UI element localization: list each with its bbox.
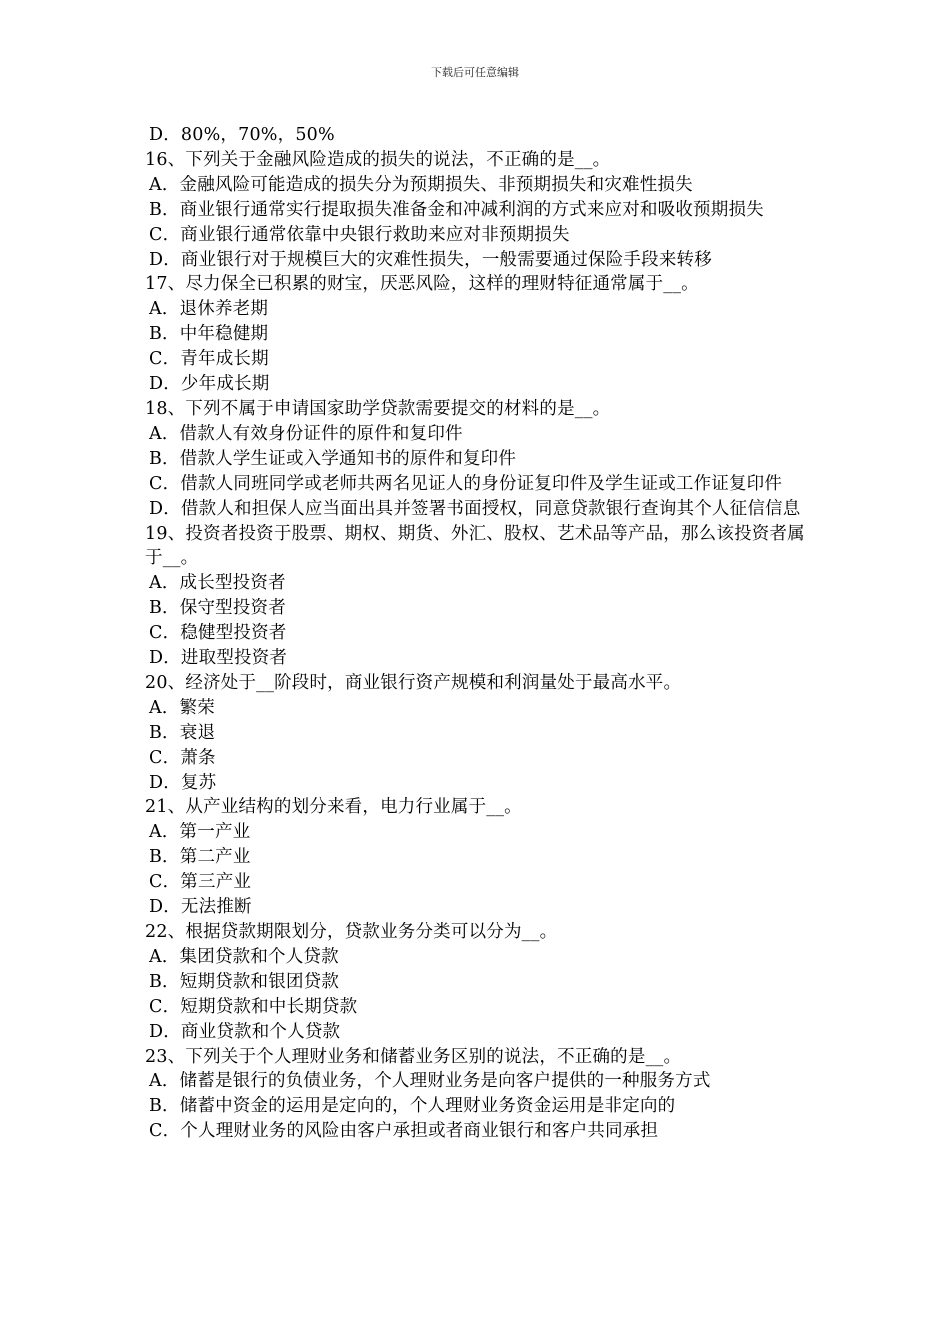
question-text: 19、投资者投资于股票、期权、期货、外汇、股权、艺术品等产品，那么该投资者属于__。: [145, 523, 805, 569]
option-text: B．衰退: [149, 722, 216, 743]
option-text: C．第三产业: [149, 872, 252, 893]
question-text: 22、根据贷款期限划分，贷款业务分类可以分为__。: [145, 922, 558, 942]
option-text: D．复苏: [149, 772, 217, 793]
question-text: 16、下列关于金融风险造成的损失的说法，不正确的是__。: [145, 149, 611, 170]
question-text: 17、尽力保全已积累的财宝，厌恶风险，这样的理财特征通常属于__。: [145, 274, 699, 295]
document-body: [145, 123, 810, 1144]
option-text: D．借款人和担保人应当面出具并签署书面授权，同意贷款银行查询其个人征信信息: [149, 498, 801, 519]
option-text: C．商业银行通常依靠中央银行救助来应对非预期损失: [149, 224, 570, 245]
option-text: A．第一产业: [149, 822, 251, 843]
option-text: D．无法推断: [149, 897, 252, 918]
option-text: C．短期贷款和中长期贷款: [149, 996, 358, 1017]
option-text: D．少年成长期: [149, 374, 270, 395]
option-text: A．退休养老期: [149, 299, 269, 320]
option-text: A．借款人有效身份证件的原件和复印件: [149, 423, 463, 444]
option-text: D．商业贷款和个人贷款: [149, 1021, 341, 1042]
option-text: B．借款人学生证或入学通知书的原件和复印件: [149, 448, 517, 469]
question-text: 21、从产业结构的划分来看，电力行业属于__。: [145, 797, 522, 818]
option-text: A．繁荣: [149, 697, 215, 718]
option-text: C．个人理财业务的风险由客户承担或者商业银行和客户共同承担: [149, 1121, 659, 1142]
option-text: A．集团贷款和个人贷款: [149, 946, 339, 967]
option-text: B．商业银行通常实行提取损失准备金和冲减利润的方式来应对和吸收预期损失: [149, 199, 764, 220]
option-text: B．保守型投资者: [149, 598, 286, 619]
option-text: B．短期贷款和银团贷款: [149, 971, 340, 992]
question-text: 20、经济处于__阶段时，商业银行资产规模和利润量处于最高水平。: [145, 672, 682, 693]
question-text: 18、下列不属于申请国家助学贷款需要提交的材料的是__。: [145, 398, 611, 419]
option-text: D．进取型投资者: [149, 648, 288, 669]
option-text: D．商业银行对于规模巨大的灾难性损失，一般需要通过保险手段来转移: [149, 249, 712, 270]
option-text: C．稳健型投资者: [149, 623, 287, 644]
question-text: 23、下列关于个人理财业务和储蓄业务区别的说法，不正确的是__。: [145, 1046, 682, 1067]
option-text: C．借款人同班同学或老师共两名见证人的身份证复印件及学生证或工作证复印件: [149, 473, 783, 494]
option-text: C．萧条: [149, 747, 216, 768]
option-text: B．中年稳健期: [149, 324, 269, 345]
option-text: B．储蓄中资金的运用是定向的，个人理财业务资金运用是非定向的: [149, 1096, 676, 1117]
option-text: C．青年成长期: [149, 349, 269, 370]
page-header: 下载后可任意编辑: [431, 66, 519, 79]
option-text: A．成长型投资者: [149, 573, 286, 594]
option-text: D．80%，70%，50%: [149, 125, 335, 145]
option-text: A．金融风险可能造成的损失分为预期损失、非预期损失和灾难性损失: [149, 174, 693, 195]
option-text: A．储蓄是银行的负债业务，个人理财业务是向客户提供的一种服务方式: [149, 1071, 711, 1092]
option-text: B．第二产业: [149, 847, 251, 868]
